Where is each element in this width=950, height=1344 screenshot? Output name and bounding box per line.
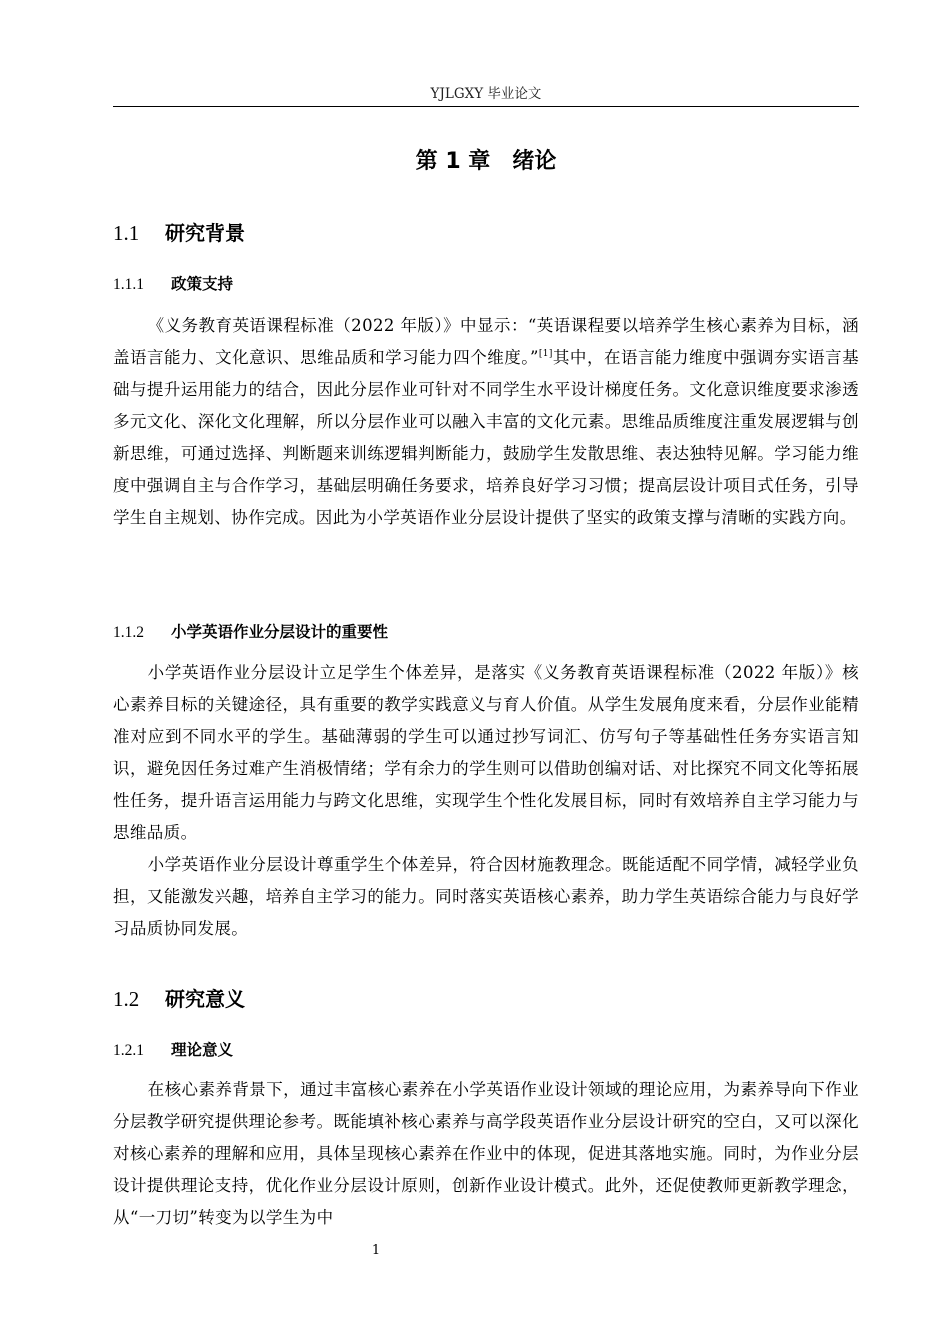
subsection-number: 1.1.2 bbox=[113, 624, 144, 641]
section-heading-1-1 bbox=[113, 218, 245, 248]
section-heading-1-2 bbox=[113, 984, 245, 1014]
paragraph-policy-support bbox=[113, 310, 859, 534]
subsection-title: 政策支持 bbox=[171, 275, 234, 293]
paragraph-text: 《义务教育英语课程标准（2022 年版）》中显示：“英语课程要以培养学生核心素养为目标，涵盖语言能力、文化意识、思维品质和学习能力四个维度。” bbox=[113, 316, 859, 367]
page-number: 1 bbox=[371, 1243, 381, 1258]
subsection-number: 1.2.1 bbox=[113, 1042, 144, 1059]
paragraph-theoretical-significance: 在核心素养背景下，通过丰富核心素养在小学英语作业设计领域的理论应用，为素养导向下作业分层教学研究提供理论参考。既能填补核心素养与高学段英语作业分层设计研究的空白，又可以深化对核心素养的理解和应用，具体呈现核心素养在作业中的体现，促进其落地实施。同时，为作业分层设计提供理论支持，优化作业分层设计原则，创新作业设计模式。此外，还促使教师更新教学理念，从“一刀切”转变为以学生为中 bbox=[113, 1080, 859, 1227]
chapter-number: 第 1 章 bbox=[415, 149, 491, 174]
subsection-number: 1.1.1 bbox=[113, 276, 144, 293]
section-number: 1.1 bbox=[113, 221, 140, 245]
subsection-heading-1-2-1 bbox=[113, 1038, 233, 1063]
subsection-title: 理论意义 bbox=[171, 1041, 234, 1059]
section-title: 研究意义 bbox=[165, 987, 245, 1011]
citation-ref[interactable]: [1] bbox=[538, 349, 553, 359]
header-divider bbox=[113, 106, 859, 107]
subsection-title: 小学英语作业分层设计的重要性 bbox=[171, 623, 389, 641]
paragraph-importance-1: 小学英语作业分层设计立足学生个体差异，是落实《义务教育英语课程标准（2022 年版）》核心素养目标的关键途径，具有重要的教学实践意义与育人价值。从学生发展角度来看，分层作业能精准对应到不同水平的学生。基础薄弱的学生可以通过抄写词汇、仿写句子等基础性任务夯实语言知识，避免因任务过难产生消极情绪；学有余力的学生则可以借助创编对话、对比探究不同文化等拓展性任务，提升语言运用能力与跨文化思维，实现学生个性化发展目标，同时有效培养自主学习能力与思维品质。 bbox=[113, 663, 859, 842]
subsection-heading-1-1-1 bbox=[113, 272, 233, 297]
section-number: 1.2 bbox=[113, 987, 140, 1011]
chapter-name: 绪论 bbox=[512, 149, 557, 174]
chapter-title bbox=[113, 146, 859, 178]
section-title: 研究背景 bbox=[165, 221, 245, 245]
running-header: YJLGXY 毕业论文 bbox=[430, 86, 542, 102]
subsection-heading-1-1-2 bbox=[113, 620, 388, 645]
paragraph-importance-2: 小学英语作业分层设计尊重学生个体差异，符合因材施教理念。既能适配不同学情，减轻学业负担，又能激发兴趣，培养自主学习的能力。同时落实英语核心素养，助力学生英语综合能力与良好学习品质协同发展。 bbox=[113, 855, 859, 938]
paragraph-text: 其中，在语言能力维度中强调夯实语言基础与提升运用能力的结合，因此分层作业可针对不同学生水平设计梯度任务。文化意识维度要求渗透多元文化、深化文化理解，所以分层作业可以融入丰富的文化元素。思维品质维度注重发展逻辑与创新思维，可通过选择、判断题来训练逻辑判断能力，鼓励学生发散思维、表达独特见解。学习能力维度中强调自主与合作学习，基础层明确任务要求，培养良好学习习惯；提高层设计项目式任务，引导学生自主规划、协作完成。因此为小学英语作业分层设计提供了坚实的政策支撑与清晰的实践方向。 bbox=[113, 348, 860, 527]
